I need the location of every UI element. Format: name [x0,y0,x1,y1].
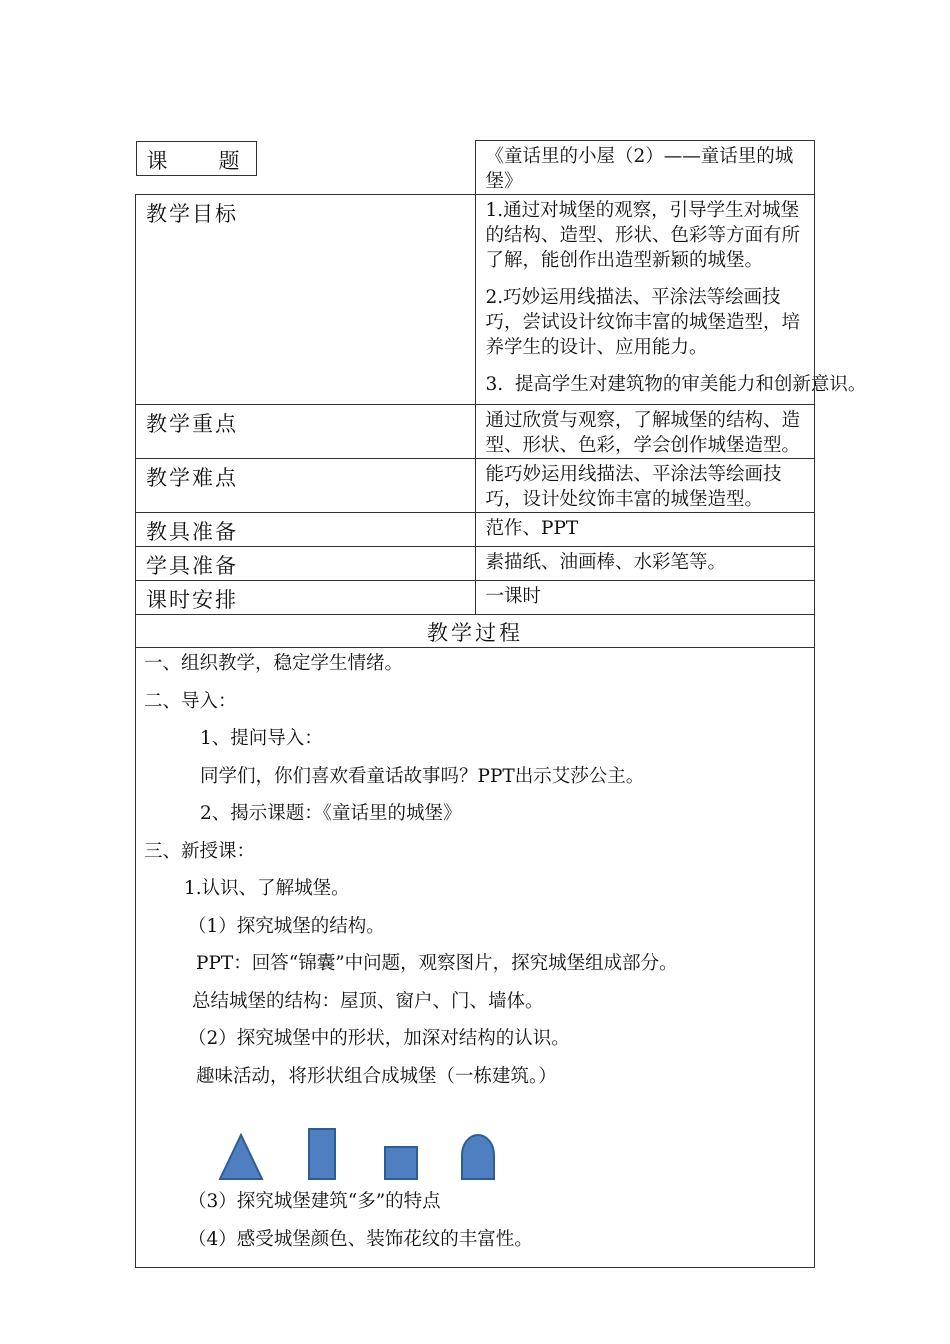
label-teaching-aids: 教具准备 [136,513,476,547]
process-line-13: （3）探究城堡建筑“多”的特点 [188,1191,441,1212]
process-line-11: （2）探究城堡中的形状，加深对结构的认识。 [188,1028,570,1049]
row-process-body [136,648,815,1268]
row-objectives [136,195,815,405]
process-line-8: （1）探究城堡的结构。 [188,915,385,937]
value-teaching-aids: 范作、PPT [475,513,815,547]
label-topic-char-1: 课 [146,148,170,173]
process-line-6: 三、新授课： [144,840,256,862]
value-student-materials: 素描纸、油画棒、水彩笔等。 [475,547,815,581]
label-topic [136,141,257,176]
lesson-plan-table [135,140,867,1268]
process-line-12: 趣味活动，将形状组合成城堡（一栋建筑。） [196,1065,557,1087]
shape-examples [144,1098,814,1186]
row-topic [136,141,815,195]
label-topic-char-2: 题 [218,148,242,173]
row-student-materials [136,547,815,581]
row-schedule [136,581,815,615]
objective-3: 3. 提高学生对建筑物的审美能力和创新意识。 [485,374,867,395]
objective-1: 1.通过对城堡的观察，引导学生对城堡的结构、造型、形状、色彩等方面有所了解，能创作出造型新颖的城堡。 [485,200,801,271]
label-objectives: 教学目标 [136,195,476,405]
process-line-1: 一、组织教学，稳定学生情绪。 [144,653,404,674]
arch-icon [462,1135,494,1179]
square-icon [385,1147,417,1179]
process-line-4: 同学们，你们喜欢看童话故事吗？PPT出示艾莎公主。 [200,765,645,787]
process-line-3: 1、提问导入： [200,728,323,749]
value-topic: 《童话里的小屋（2）——童话里的城堡》 [475,141,815,195]
value-schedule: 一课时 [475,581,815,615]
row-key-points [136,405,815,459]
label-schedule: 课时安排 [136,581,476,615]
process-line-5: 2、揭示课题：《童话里的城堡》 [200,803,462,824]
row-process-heading [136,615,815,648]
shape-examples-svg [204,1098,524,1184]
objective-2: 2.巧妙运用线描法、平涂法等绘画技巧，尝试设计纹饰丰富的城堡造型，培养学生的设计、应用能力。 [485,287,801,358]
value-objectives [475,195,867,405]
label-difficulties: 教学难点 [136,459,476,513]
process-line-9: PPT：回答“锦囊”中问题，观察图片，探究城堡组成部分。 [196,953,678,974]
row-difficulties [136,459,815,513]
value-key-points: 通过欣赏与观察，了解城堡的结构、造型、形状、色彩，学会创作城堡造型。 [475,405,815,459]
lesson-plan-document [135,140,867,1268]
process-line-10: 总结城堡的结构：屋顶、窗户、门、墙体。 [192,990,544,1012]
tall-rectangle-icon [309,1129,335,1179]
process-heading: 教学过程 [136,615,815,648]
value-difficulties: 能巧妙运用线描法、平涂法等绘画技巧，设计处纹饰丰富的城堡造型。 [475,459,815,513]
process-body [136,648,815,1268]
process-line-14: （4）感受城堡颜色、装饰花纹的丰富性。 [188,1228,533,1250]
process-line-2: 二、导入： [144,690,237,712]
triangle-icon [220,1135,262,1179]
label-student-materials: 学具准备 [136,547,476,581]
row-teaching-aids [136,513,815,547]
label-key-points: 教学重点 [136,405,476,459]
process-line-7: 1.认识、了解城堡。 [184,878,350,899]
